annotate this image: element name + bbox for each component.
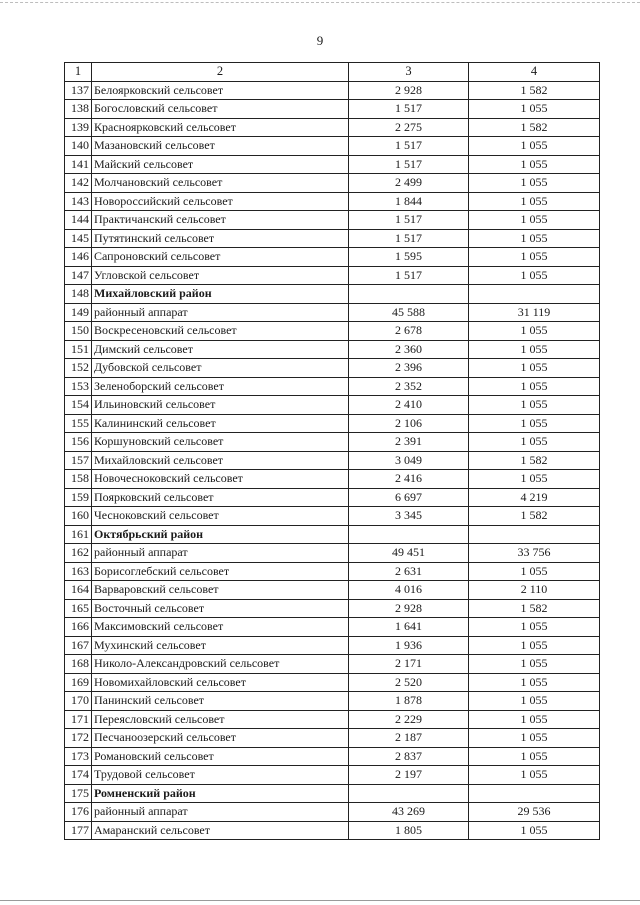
table-row xyxy=(65,470,600,489)
table-row xyxy=(65,118,600,137)
row-number: 172 xyxy=(65,729,92,748)
table-row xyxy=(65,729,600,748)
row-number: 152 xyxy=(65,359,92,378)
row-name: Зеленоборский сельсовет xyxy=(92,377,349,396)
row-number: 161 xyxy=(65,525,92,544)
table-row xyxy=(65,155,600,174)
table-row xyxy=(65,229,600,248)
row-value-col4: 1 582 xyxy=(469,118,600,137)
table-row xyxy=(65,451,600,470)
table-body xyxy=(65,81,600,840)
table-row xyxy=(65,821,600,840)
scan-edge-top xyxy=(0,2,640,3)
district-header-row xyxy=(65,285,600,304)
row-name: Мазановский сельсовет xyxy=(92,137,349,156)
row-value-col3: 1 844 xyxy=(349,192,469,211)
row-number: 170 xyxy=(65,692,92,711)
row-value-col4: 1 055 xyxy=(469,562,600,581)
row-value-col3: 2 928 xyxy=(349,599,469,618)
row-number: 147 xyxy=(65,266,92,285)
row-number: 174 xyxy=(65,766,92,785)
row-number: 158 xyxy=(65,470,92,489)
row-value-col3: 2 520 xyxy=(349,673,469,692)
row-value-col3: 1 517 xyxy=(349,229,469,248)
district-header-row xyxy=(65,525,600,544)
row-value-col4: 1 055 xyxy=(469,266,600,285)
row-number: 153 xyxy=(65,377,92,396)
table-row xyxy=(65,340,600,359)
row-name: Белоярковский сельсовет xyxy=(92,81,349,100)
row-value-col4: 1 055 xyxy=(469,137,600,156)
row-value-col3 xyxy=(349,285,469,304)
row-value-col3: 2 360 xyxy=(349,340,469,359)
row-value-col4: 1 055 xyxy=(469,673,600,692)
row-value-col4: 1 582 xyxy=(469,507,600,526)
row-value-col4: 31 119 xyxy=(469,303,600,322)
row-value-col4: 1 582 xyxy=(469,599,600,618)
table-row xyxy=(65,562,600,581)
row-value-col4: 2 110 xyxy=(469,581,600,600)
table-row xyxy=(65,618,600,637)
row-value-col3: 2 499 xyxy=(349,174,469,193)
row-value-col4: 1 055 xyxy=(469,655,600,674)
row-name: Панинский сельсовет xyxy=(92,692,349,711)
row-value-col3 xyxy=(349,784,469,803)
row-value-col3: 2 391 xyxy=(349,433,469,452)
row-value-col3 xyxy=(349,525,469,544)
row-value-col3: 2 106 xyxy=(349,414,469,433)
table-row xyxy=(65,192,600,211)
row-number: 144 xyxy=(65,211,92,230)
row-name: Практичанский сельсовет xyxy=(92,211,349,230)
header-col-4: 4 xyxy=(469,63,600,82)
row-value-col4: 1 055 xyxy=(469,636,600,655)
row-number: 177 xyxy=(65,821,92,840)
row-value-col3: 43 269 xyxy=(349,803,469,822)
row-name: Чесноковский сельсовет xyxy=(92,507,349,526)
table-row xyxy=(65,673,600,692)
row-number: 142 xyxy=(65,174,92,193)
table-row xyxy=(65,211,600,230)
row-value-col4: 1 055 xyxy=(469,248,600,267)
row-value-col4: 1 055 xyxy=(469,729,600,748)
row-number: 159 xyxy=(65,488,92,507)
row-value-col4: 1 055 xyxy=(469,211,600,230)
row-value-col3: 1 517 xyxy=(349,100,469,119)
row-number: 138 xyxy=(65,100,92,119)
table-row xyxy=(65,377,600,396)
table-row xyxy=(65,766,600,785)
row-value-col4: 1 582 xyxy=(469,451,600,470)
row-name: Ильиновский сельсовет xyxy=(92,396,349,415)
row-name: Трудовой сельсовет xyxy=(92,766,349,785)
row-value-col4: 1 055 xyxy=(469,618,600,637)
page-number: 9 xyxy=(316,33,324,48)
row-name: Димский сельсовет xyxy=(92,340,349,359)
row-value-col3: 3 049 xyxy=(349,451,469,470)
row-number: 171 xyxy=(65,710,92,729)
row-number: 162 xyxy=(65,544,92,563)
row-number: 146 xyxy=(65,248,92,267)
row-value-col4: 1 055 xyxy=(469,821,600,840)
table-row xyxy=(65,636,600,655)
header-col-1: 1 xyxy=(65,63,92,82)
row-value-col3: 2 396 xyxy=(349,359,469,378)
row-name: Романовский сельсовет xyxy=(92,747,349,766)
row-number: 141 xyxy=(65,155,92,174)
row-number: 175 xyxy=(65,784,92,803)
row-value-col4: 1 055 xyxy=(469,710,600,729)
row-value-col4: 1 055 xyxy=(469,322,600,341)
row-name: Богословский сельсовет xyxy=(92,100,349,119)
row-name: Сапроновский сельсовет xyxy=(92,248,349,267)
table-row xyxy=(65,433,600,452)
row-value-col3: 6 697 xyxy=(349,488,469,507)
table-row xyxy=(65,581,600,600)
table-row xyxy=(65,322,600,341)
row-value-col3: 49 451 xyxy=(349,544,469,563)
row-value-col4 xyxy=(469,784,600,803)
row-value-col4 xyxy=(469,525,600,544)
row-name: Майский сельсовет xyxy=(92,155,349,174)
row-number: 154 xyxy=(65,396,92,415)
row-name: Восточный сельсовет xyxy=(92,599,349,618)
row-name: районный аппарат xyxy=(92,544,349,563)
row-name: Николо-Александровский сельсовет xyxy=(92,655,349,674)
row-value-col3: 2 678 xyxy=(349,322,469,341)
row-value-col4: 1 055 xyxy=(469,414,600,433)
row-number: 156 xyxy=(65,433,92,452)
row-number: 169 xyxy=(65,673,92,692)
row-value-col3: 4 016 xyxy=(349,581,469,600)
row-name: Красноярковский сельсовет xyxy=(92,118,349,137)
row-name: Воскресеновский сельсовет xyxy=(92,322,349,341)
table-row xyxy=(65,803,600,822)
header-col-2: 2 xyxy=(92,63,349,82)
row-value-col4: 1 055 xyxy=(469,377,600,396)
table-row xyxy=(65,507,600,526)
row-value-col3: 1 641 xyxy=(349,618,469,637)
row-name: Молчановский сельсовет xyxy=(92,174,349,193)
header-col-3: 3 xyxy=(349,63,469,82)
row-value-col3: 2 275 xyxy=(349,118,469,137)
row-number: 176 xyxy=(65,803,92,822)
row-value-col4: 1 055 xyxy=(469,340,600,359)
row-value-col3: 2 837 xyxy=(349,747,469,766)
row-value-col4: 29 536 xyxy=(469,803,600,822)
row-number: 150 xyxy=(65,322,92,341)
row-name: Песчаноозерский сельсовет xyxy=(92,729,349,748)
row-name: Михайловский район xyxy=(92,285,349,304)
row-value-col3: 1 936 xyxy=(349,636,469,655)
row-number: 164 xyxy=(65,581,92,600)
row-name: Калининский сельсовет xyxy=(92,414,349,433)
row-name: Максимовский сельсовет xyxy=(92,618,349,637)
table-row xyxy=(65,692,600,711)
row-value-col3: 1 878 xyxy=(349,692,469,711)
row-value-col4: 1 055 xyxy=(469,155,600,174)
row-value-col4: 4 219 xyxy=(469,488,600,507)
row-name: Ромненский район xyxy=(92,784,349,803)
row-number: 165 xyxy=(65,599,92,618)
row-value-col4: 1 055 xyxy=(469,470,600,489)
row-value-col3: 2 197 xyxy=(349,766,469,785)
row-number: 139 xyxy=(65,118,92,137)
row-value-col4: 1 055 xyxy=(469,359,600,378)
row-value-col4: 1 582 xyxy=(469,81,600,100)
row-value-col4: 1 055 xyxy=(469,229,600,248)
row-value-col4: 1 055 xyxy=(469,692,600,711)
row-value-col3: 2 416 xyxy=(349,470,469,489)
row-name: Михайловский сельсовет xyxy=(92,451,349,470)
row-value-col3: 2 928 xyxy=(349,81,469,100)
table-row xyxy=(65,396,600,415)
table-row xyxy=(65,544,600,563)
row-name: Поярковский сельсовет xyxy=(92,488,349,507)
row-name: Новороссийский сельсовет xyxy=(92,192,349,211)
row-name: Путятинский сельсовет xyxy=(92,229,349,248)
table-row xyxy=(65,747,600,766)
row-number: 148 xyxy=(65,285,92,304)
row-name: Коршуновский сельсовет xyxy=(92,433,349,452)
row-value-col3: 1 595 xyxy=(349,248,469,267)
row-value-col3: 2 631 xyxy=(349,562,469,581)
table-row xyxy=(65,248,600,267)
row-number: 163 xyxy=(65,562,92,581)
table-row xyxy=(65,266,600,285)
row-value-col3: 1 517 xyxy=(349,155,469,174)
row-value-col3: 1 517 xyxy=(349,266,469,285)
table-row xyxy=(65,137,600,156)
row-value-col3: 2 171 xyxy=(349,655,469,674)
row-number: 145 xyxy=(65,229,92,248)
row-name: Новомихайловский сельсовет xyxy=(92,673,349,692)
row-name: Мухинский сельсовет xyxy=(92,636,349,655)
table-row xyxy=(65,414,600,433)
row-name: Амаранский сельсовет xyxy=(92,821,349,840)
table-row xyxy=(65,359,600,378)
row-value-col4: 1 055 xyxy=(469,174,600,193)
row-number: 143 xyxy=(65,192,92,211)
district-header-row xyxy=(65,784,600,803)
row-value-col3: 2 229 xyxy=(349,710,469,729)
row-number: 167 xyxy=(65,636,92,655)
row-value-col3: 2 352 xyxy=(349,377,469,396)
row-value-col4: 1 055 xyxy=(469,192,600,211)
row-number: 160 xyxy=(65,507,92,526)
row-value-col3: 2 187 xyxy=(349,729,469,748)
scan-edge-bottom xyxy=(0,900,640,901)
table-row xyxy=(65,174,600,193)
row-value-col4 xyxy=(469,285,600,304)
row-value-col3: 1 805 xyxy=(349,821,469,840)
row-value-col4: 1 055 xyxy=(469,433,600,452)
row-number: 173 xyxy=(65,747,92,766)
row-name: Дубовской сельсовет xyxy=(92,359,349,378)
row-value-col3: 2 410 xyxy=(349,396,469,415)
row-value-col4: 1 055 xyxy=(469,396,600,415)
row-number: 157 xyxy=(65,451,92,470)
table-row xyxy=(65,100,600,119)
allocation-table xyxy=(64,62,600,840)
row-value-col4: 1 055 xyxy=(469,100,600,119)
row-value-col3: 45 588 xyxy=(349,303,469,322)
table-row xyxy=(65,599,600,618)
row-number: 155 xyxy=(65,414,92,433)
table-row xyxy=(65,303,600,322)
row-name: Переясловский сельсовет xyxy=(92,710,349,729)
row-value-col3: 1 517 xyxy=(349,211,469,230)
row-name: Новочесноковский сельсовет xyxy=(92,470,349,489)
table-row xyxy=(65,81,600,100)
row-value-col4: 1 055 xyxy=(469,747,600,766)
row-number: 166 xyxy=(65,618,92,637)
table-row xyxy=(65,655,600,674)
row-value-col4: 33 756 xyxy=(469,544,600,563)
row-number: 140 xyxy=(65,137,92,156)
row-number: 168 xyxy=(65,655,92,674)
row-name: Варваровский сельсовет xyxy=(92,581,349,600)
row-name: Октябрьский район xyxy=(92,525,349,544)
table-row xyxy=(65,710,600,729)
row-value-col3: 1 517 xyxy=(349,137,469,156)
table-header-row xyxy=(65,63,600,82)
row-number: 149 xyxy=(65,303,92,322)
row-value-col3: 3 345 xyxy=(349,507,469,526)
row-number: 151 xyxy=(65,340,92,359)
row-name: Угловской сельсовет xyxy=(92,266,349,285)
table-row xyxy=(65,488,600,507)
row-number: 137 xyxy=(65,81,92,100)
row-name: районный аппарат xyxy=(92,303,349,322)
row-name: Борисоглебский сельсовет xyxy=(92,562,349,581)
row-value-col4: 1 055 xyxy=(469,766,600,785)
row-name: районный аппарат xyxy=(92,803,349,822)
